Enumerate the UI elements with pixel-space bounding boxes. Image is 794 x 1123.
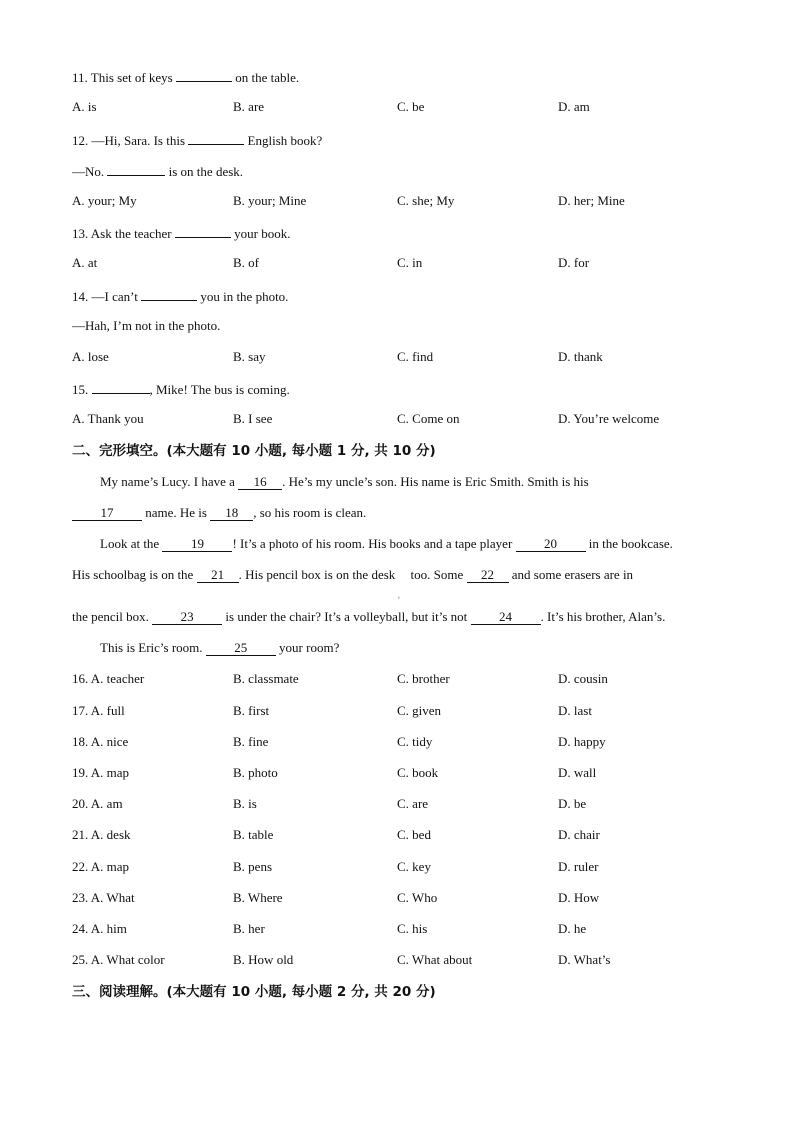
- passage-text: and some erasers are in: [508, 567, 634, 582]
- blank-25: 25: [206, 640, 276, 656]
- q14-stem-end: you in the photo.: [197, 289, 289, 304]
- passage-line-5: [72, 609, 665, 625]
- q12-reply-end: is on the desk.: [165, 164, 244, 179]
- option-d: D. he: [558, 921, 587, 936]
- passage-line-1: [100, 474, 589, 490]
- option-b: B. Where: [233, 890, 283, 905]
- option-b: B. fine: [233, 734, 269, 749]
- option-c: C. book: [397, 765, 439, 780]
- option-d: D. cousin: [558, 671, 608, 686]
- option-c: C. key: [397, 859, 431, 874]
- passage-text: My name’s Lucy. I have a: [100, 474, 239, 489]
- q24-options: [72, 921, 752, 937]
- passage-text: too. Some: [407, 567, 467, 582]
- option-a: 25. A. What color: [72, 952, 165, 967]
- option-a: 23. A. What: [72, 890, 135, 905]
- question-14: [72, 287, 288, 305]
- option-c: C. she; My: [397, 193, 455, 208]
- option-a: 18. A. nice: [72, 734, 129, 749]
- option-c: C. given: [397, 703, 442, 718]
- answer-blank: [188, 131, 244, 145]
- option-c: C. Who: [397, 890, 438, 905]
- passage-text: in the bookcase.: [585, 536, 673, 551]
- question-13: [72, 224, 290, 242]
- option-b: B. are: [233, 99, 265, 114]
- passage-text: your room?: [275, 640, 340, 655]
- option-c: C. bed: [397, 827, 431, 842]
- question-11: [72, 68, 299, 86]
- passage-line-3: [100, 536, 673, 552]
- q11-options: [72, 99, 752, 115]
- blank-20: 20: [516, 536, 586, 552]
- option-b: B. I see: [233, 411, 273, 426]
- option-b: B. photo: [233, 765, 278, 780]
- passage-text: . His pencil box is on the desk: [238, 567, 396, 582]
- passage-text: This is Eric’s room.: [100, 640, 206, 655]
- passage-text: Look at the: [100, 536, 163, 551]
- q13-stem-start: 13. Ask the teacher: [72, 226, 175, 241]
- option-c: C. be: [397, 99, 425, 114]
- q21-options: [72, 827, 752, 843]
- q17-options: [72, 703, 752, 719]
- q11-stem-end: on the table.: [232, 70, 300, 85]
- option-d: D. her; Mine: [558, 193, 625, 208]
- option-d: D. What’s: [558, 952, 611, 967]
- option-a: 16. A. teacher: [72, 671, 145, 686]
- option-d: D. ruler: [558, 859, 599, 874]
- section-2-heading: 二、完形填空。(本大题有 10 小题, 每小题 1 分, 共 10 分): [72, 443, 436, 459]
- q16-options: [72, 671, 752, 687]
- option-b: B. first: [233, 703, 270, 718]
- passage-text: , so his room is clean.: [253, 505, 367, 520]
- option-a: 22. A. map: [72, 859, 130, 874]
- q22-options: [72, 859, 752, 875]
- passage-text: the pencil box.: [72, 609, 153, 624]
- q11-stem-start: 11. This set of keys: [72, 70, 176, 85]
- option-d: D. wall: [558, 765, 597, 780]
- q25-options: [72, 952, 752, 968]
- option-b: B. classmate: [233, 671, 299, 686]
- option-b: B. How old: [233, 952, 294, 967]
- answer-blank: [107, 162, 165, 176]
- option-a: A. your; My: [72, 193, 137, 208]
- option-c: C. are: [397, 796, 429, 811]
- q12-stem-start: 12. —Hi, Sara. Is this: [72, 133, 189, 148]
- option-b: B. of: [233, 255, 259, 270]
- option-c: C. tidy: [397, 734, 433, 749]
- option-d: D. for: [558, 255, 590, 270]
- answer-blank: [176, 68, 232, 82]
- option-c: C. in: [397, 255, 423, 270]
- option-a: A. is: [72, 99, 97, 114]
- option-c: C. brother: [397, 671, 450, 686]
- question-15: [72, 380, 290, 398]
- option-d: D. thank: [558, 349, 603, 364]
- q12-stem-end: English book?: [244, 133, 323, 148]
- passage-text: name. He is: [142, 505, 211, 520]
- q13-options: [72, 255, 752, 271]
- q20-options: [72, 796, 752, 812]
- option-b: B. her: [233, 921, 265, 936]
- question-14-reply: —Hah, I’m not in the photo.: [72, 318, 221, 333]
- option-d: D. am: [558, 99, 590, 114]
- blank-16: 16: [238, 474, 282, 490]
- option-a: 24. A. him: [72, 921, 127, 936]
- option-c: C. Come on: [397, 411, 460, 426]
- q13-stem-end: your book.: [230, 226, 291, 241]
- option-b: B. your; Mine: [233, 193, 307, 208]
- blank-18: 18: [210, 505, 253, 521]
- option-a: A. at: [72, 255, 98, 270]
- option-d: D. be: [558, 796, 587, 811]
- q12-options: [72, 193, 752, 209]
- q23-options: [72, 890, 752, 906]
- passage-line-4: His schoolbag is on the 21 . His pencil box is on the desk ˌ too. Some 22 and some erasers are in: [72, 567, 634, 599]
- option-c: C. find: [397, 349, 434, 364]
- question-12-reply: [72, 162, 243, 180]
- option-b: B. table: [233, 827, 274, 842]
- q15-stem: , Mike! The bus is coming.: [149, 382, 290, 397]
- option-c: C. What about: [397, 952, 473, 967]
- option-d: D. You’re welcome: [558, 411, 660, 426]
- option-c: C. his: [397, 921, 428, 936]
- option-a: 19. A. map: [72, 765, 130, 780]
- passage-text: . He’s my uncle’s son. His name is Eric Smith. Smith is his: [282, 474, 589, 489]
- section-3-heading: 三、阅读理解。(本大题有 10 小题, 每小题 2 分, 共 20 分): [72, 984, 436, 1000]
- blank-21: 21: [197, 567, 239, 583]
- answer-blank: [141, 287, 197, 301]
- q15-number: 15.: [72, 382, 92, 397]
- q18-options: [72, 734, 752, 750]
- blank-24: 24: [471, 609, 541, 625]
- passage-text: ! It’s a photo of his room. His books and a tape player: [232, 536, 516, 551]
- passage-text: His schoolbag is on the: [72, 567, 197, 582]
- option-a: 17. A. full: [72, 703, 125, 718]
- q19-options: [72, 765, 752, 781]
- q15-options: [72, 411, 752, 427]
- option-a: A. lose: [72, 349, 109, 364]
- passage-text: . It’s his brother, Alan’s.: [540, 609, 666, 624]
- passage-text: is under the chair? It’s a volleyball, but it’s not: [222, 609, 471, 624]
- option-d: D. happy: [558, 734, 606, 749]
- blank-22: 22: [467, 567, 509, 583]
- answer-blank: [175, 224, 231, 238]
- blank-17: 17: [72, 505, 142, 521]
- blank-23: 23: [152, 609, 222, 625]
- q12-reply-start: —No.: [72, 164, 108, 179]
- option-d: D. last: [558, 703, 592, 718]
- q14-options: [72, 349, 752, 365]
- option-b: B. is: [233, 796, 257, 811]
- option-b: B. say: [233, 349, 266, 364]
- answer-blank: [92, 380, 150, 394]
- option-a: 21. A. desk: [72, 827, 131, 842]
- option-a: 20. A. am: [72, 796, 123, 811]
- option-a: A. Thank you: [72, 411, 144, 426]
- option-d: D. How: [558, 890, 600, 905]
- q14-stem-start: 14. —I can’t: [72, 289, 142, 304]
- passage-line-6: [100, 640, 339, 656]
- option-b: B. pens: [233, 859, 272, 874]
- question-12: [72, 131, 322, 149]
- blank-19: 19: [162, 536, 232, 552]
- option-d: D. chair: [558, 827, 600, 842]
- passage-line-2: [72, 505, 366, 521]
